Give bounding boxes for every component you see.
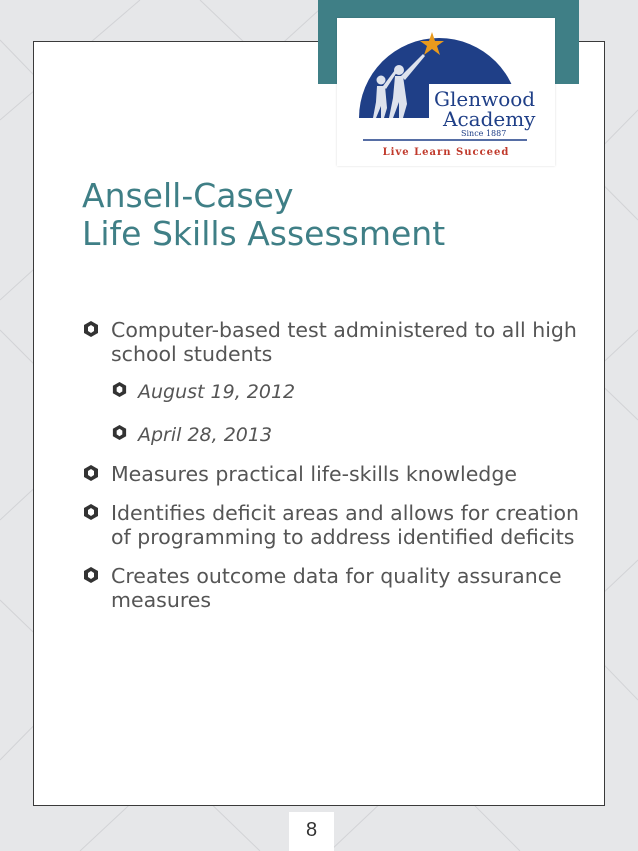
sub-bullet-text: April 28, 2013 — [138, 424, 273, 446]
sub-bullet-item — [111, 380, 582, 404]
bullet-text: Creates outcome data for quality assurance measures — [111, 564, 562, 612]
title-line-2: Life Skills Assessment — [82, 214, 446, 253]
bullet-item — [82, 318, 582, 447]
bullet-marker-icon — [111, 424, 128, 441]
bullet-marker-icon — [82, 503, 100, 521]
bullet-text: Measures practical life-skills knowledge — [111, 462, 517, 486]
slide-title — [82, 177, 582, 253]
bullet-marker-icon — [82, 566, 100, 584]
bullet-text: Computer-based test administered to all high school students — [111, 318, 577, 366]
logo-motto: Live Learn Succeed — [382, 147, 510, 158]
logo-name-line2: Academy — [443, 107, 536, 131]
bullet-marker-icon — [111, 381, 128, 398]
bullet-text: Identifies deficit areas and allows for creation of programming to address identified deficits — [111, 501, 580, 549]
title-line-1: Ansell-Casey — [82, 176, 294, 215]
logo-since: Since 1887 — [461, 129, 507, 138]
sub-bullet-text: August 19, 2012 — [138, 381, 296, 403]
bullet-list — [82, 318, 582, 627]
glenwood-academy-logo — [337, 18, 555, 166]
bullet-marker-icon — [82, 464, 100, 482]
bullet-marker-icon — [82, 320, 100, 338]
bullet-item — [82, 501, 582, 549]
logo-name-line1: Glenwood — [434, 87, 536, 111]
bullet-item — [82, 462, 582, 486]
sub-bullet-item — [111, 423, 582, 447]
page-number: 8 — [289, 812, 334, 851]
sub-bullet-list — [111, 380, 582, 447]
logo-graphic — [337, 18, 555, 166]
bullet-item — [82, 564, 582, 612]
